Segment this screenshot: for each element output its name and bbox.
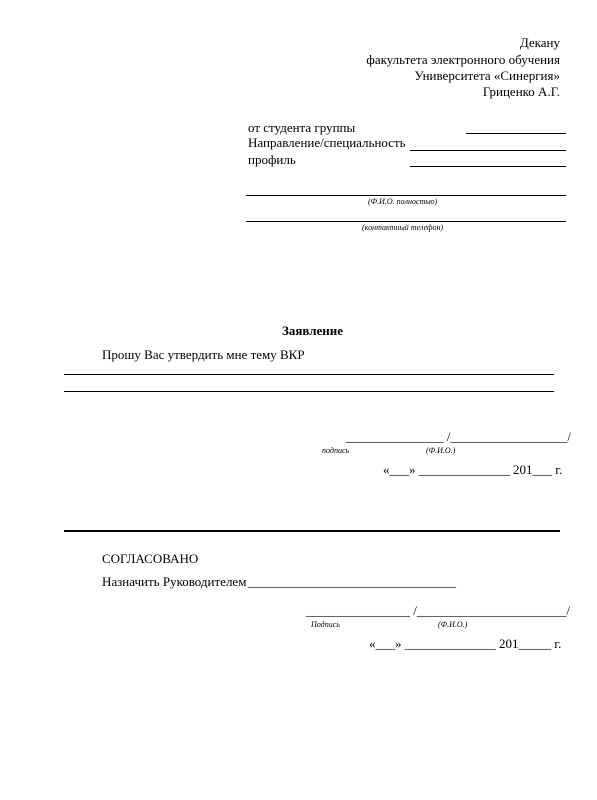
fio-field-line[interactable] [246,195,566,196]
phone-field-line[interactable] [246,221,566,222]
profile-label: профиль [248,152,296,167]
approval-fio-caption: (Ф.И.О.) [438,620,468,629]
topic-line-2[interactable] [64,391,554,392]
addressee-dean: Декану [519,35,560,50]
addressee-faculty: факультета электронного обучения [366,52,560,67]
date-line: «___» ______________ 201___ г. [383,462,563,477]
direction-label: Направление/специальность [248,135,406,150]
statement-title: Заявление [282,323,344,338]
addressee-university: Университета «Синергия» [414,68,560,83]
approval-title: СОГЛАСОВАНО [102,551,199,566]
topic-line-1[interactable] [64,374,554,375]
approval-signature-blanks: ________________ /_______________________/ [306,603,570,618]
signature-blanks: _______________ /__________________/ [346,429,571,444]
statement-body: Прошу Вас утвердить мне тему ВКР [102,347,305,362]
approval-signature-caption: Подпись [311,620,340,629]
signature-caption: подпись [322,446,350,455]
group-label: от студента группы [248,120,356,135]
supervisor-field[interactable]: ________________________________ [248,574,456,589]
fio-sign-caption: (Ф.И.О.) [426,446,456,455]
section-divider [64,530,560,532]
group-field-line[interactable] [466,133,566,134]
addressee-name: Гриценко А.Г. [482,84,560,99]
fio-caption: (Ф.И.О. полностью) [368,197,438,206]
phone-caption: (контактный телефон) [362,223,444,232]
profile-field-line[interactable] [410,166,566,167]
supervisor-label: Назначить Руководителем [102,574,247,589]
direction-field-line[interactable] [410,150,566,151]
approval-date-line: «___» ______________ 201_____ г. [369,636,562,651]
